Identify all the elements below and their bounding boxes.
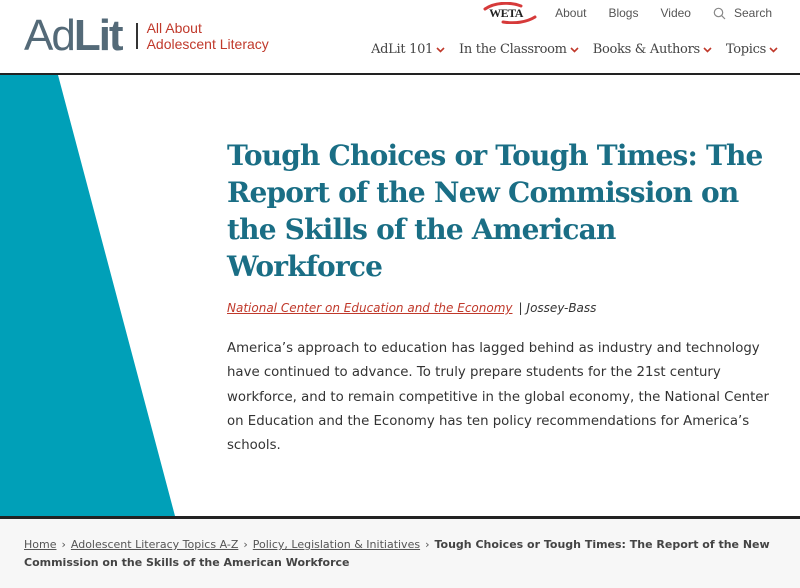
breadcrumb-home[interactable]: Home <box>24 538 57 551</box>
publisher: Jossey-Bass <box>526 301 597 315</box>
utility-nav <box>481 4 772 22</box>
breadcrumb-separator-icon: › <box>243 538 248 551</box>
article-hero <box>0 75 800 516</box>
chevron-down-icon <box>570 47 579 53</box>
logo-divider <box>136 23 138 49</box>
article-title: Tough Choices or Tough Times: The Report of the New Commission on the Skills of the American Workforce <box>227 139 763 283</box>
article-summary: America’s approach to education has lagged behind as industry and technology have continued to advance. To truly prepare students for the 21st century workforce, and to remain competitive in the global economy, the National Center on Education and the Economy has ten policy recommendations for America’s schools. <box>227 341 769 454</box>
adlit-logo[interactable] <box>24 11 269 60</box>
nav-blogs-link[interactable]: Blogs <box>608 6 639 20</box>
weta-logo[interactable]: WETA <box>481 2 537 24</box>
breadcrumb-bar <box>0 516 800 588</box>
breadcrumb-policy[interactable]: Policy, Legislation & Initiatives <box>252 538 421 551</box>
nav-about-link[interactable]: About <box>555 6 587 20</box>
nav-video-link[interactable]: Video <box>660 6 691 20</box>
chevron-down-icon <box>436 47 445 53</box>
decorative-teal-shape <box>0 75 180 516</box>
nav-in-the-classroom[interactable]: In the Classroom <box>459 42 579 57</box>
article-byline: National Center on Education and the Economy | Jossey-Bass <box>227 301 597 315</box>
nav-adlit-101[interactable]: AdLit 101 <box>371 42 445 57</box>
breadcrumb-topics-a-z[interactable]: Adolescent Literacy Topics A-Z <box>70 538 239 551</box>
chevron-down-icon <box>703 47 712 53</box>
chevron-down-icon <box>769 47 778 53</box>
nav-books-authors[interactable]: Books & Authors <box>593 42 712 57</box>
nav-topics[interactable]: Topics <box>726 42 778 57</box>
search-button[interactable]: Search <box>713 6 772 20</box>
breadcrumb-separator-icon: › <box>425 538 430 551</box>
breadcrumb-separator-icon: › <box>61 538 66 551</box>
author-link[interactable]: National Center on Education and the Economy <box>227 301 513 315</box>
search-icon <box>713 7 726 20</box>
site-header <box>0 0 800 75</box>
breadcrumb-current: Tough Choices or Tough Times: The Report of the New Commission on the Skills of the American Workforce <box>24 538 770 569</box>
main-nav <box>357 42 778 57</box>
breadcrumb <box>24 536 784 572</box>
logo-tagline: All About Adolescent Literacy <box>146 20 269 52</box>
logo-wordmark: AdLit <box>24 11 122 60</box>
